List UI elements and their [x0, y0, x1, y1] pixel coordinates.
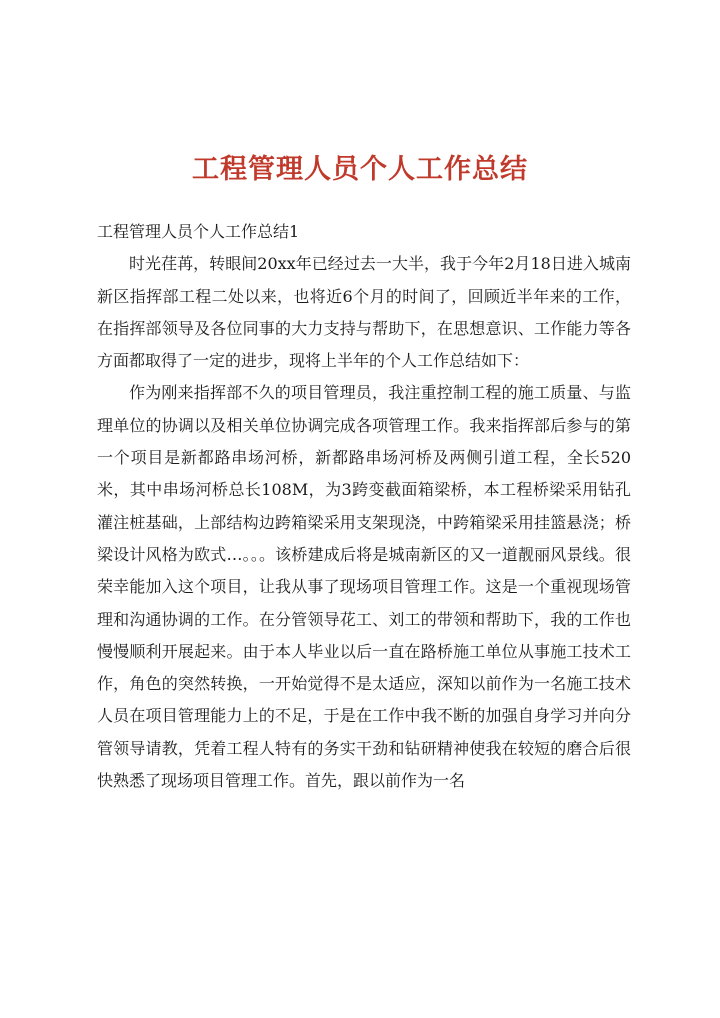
paragraph-1: 时光荏苒，转眼间20xx年已经过去一大半，我于今年2月18日进入城南新区指挥部工程二处以来，也将近6个月的时间了，回顾近半年来的工作，在指挥部领导及各位同事的大力支持与帮助下，在思想意识、工作能力等各方面都取得了一定的进步，现将上半年的个人工作总结如下：: [97, 254, 631, 371]
section-heading: 工程管理人员个人工作总结1: [97, 222, 300, 241]
document-body: [97, 216, 631, 797]
paragraph-2: 作为刚来指挥部不久的项目管理员，我注重控制工程的施工质量、与监理单位的协调以及相关单位协调完成各项管理工作。我来指挥部后参与的第一个项目是新都路串场河桥，新都路串场河桥及两侧引道工程，全长520米，其中串场河桥总长108M，为3跨变截面箱梁桥，本工程桥梁采用钻孔灌注桩基础，上部结构边跨箱梁采用支架现浇，中跨箱梁采用挂篮悬浇；桥梁设计风格为欧式…。。。该桥建成后将是城南新区的又一道靓丽风景线。很荣幸能加入这个项目，让我从事了现场项目管理工作。这是一个重视现场管理和沟通协调的工作。在分管领导花工、刘工的带领和帮助下，我的工作也慢慢顺利开展起来。由于本人毕业以后一直在路桥施工单位从事施工技术工作，角色的突然转换，一开始觉得不是太适应，深知以前作为一名施工技术人员在项目管理能力上的不足，于是在工作中我不断的加强自身学习并向分管领导请教，凭着工程人特有的务实干劲和钻研精神使我在较短的磨合后很快熟悉了现场项目管理工作。首先，跟以前作为一名: [97, 383, 631, 791]
document-title: 工程管理人员个人工作总结: [192, 154, 528, 185]
